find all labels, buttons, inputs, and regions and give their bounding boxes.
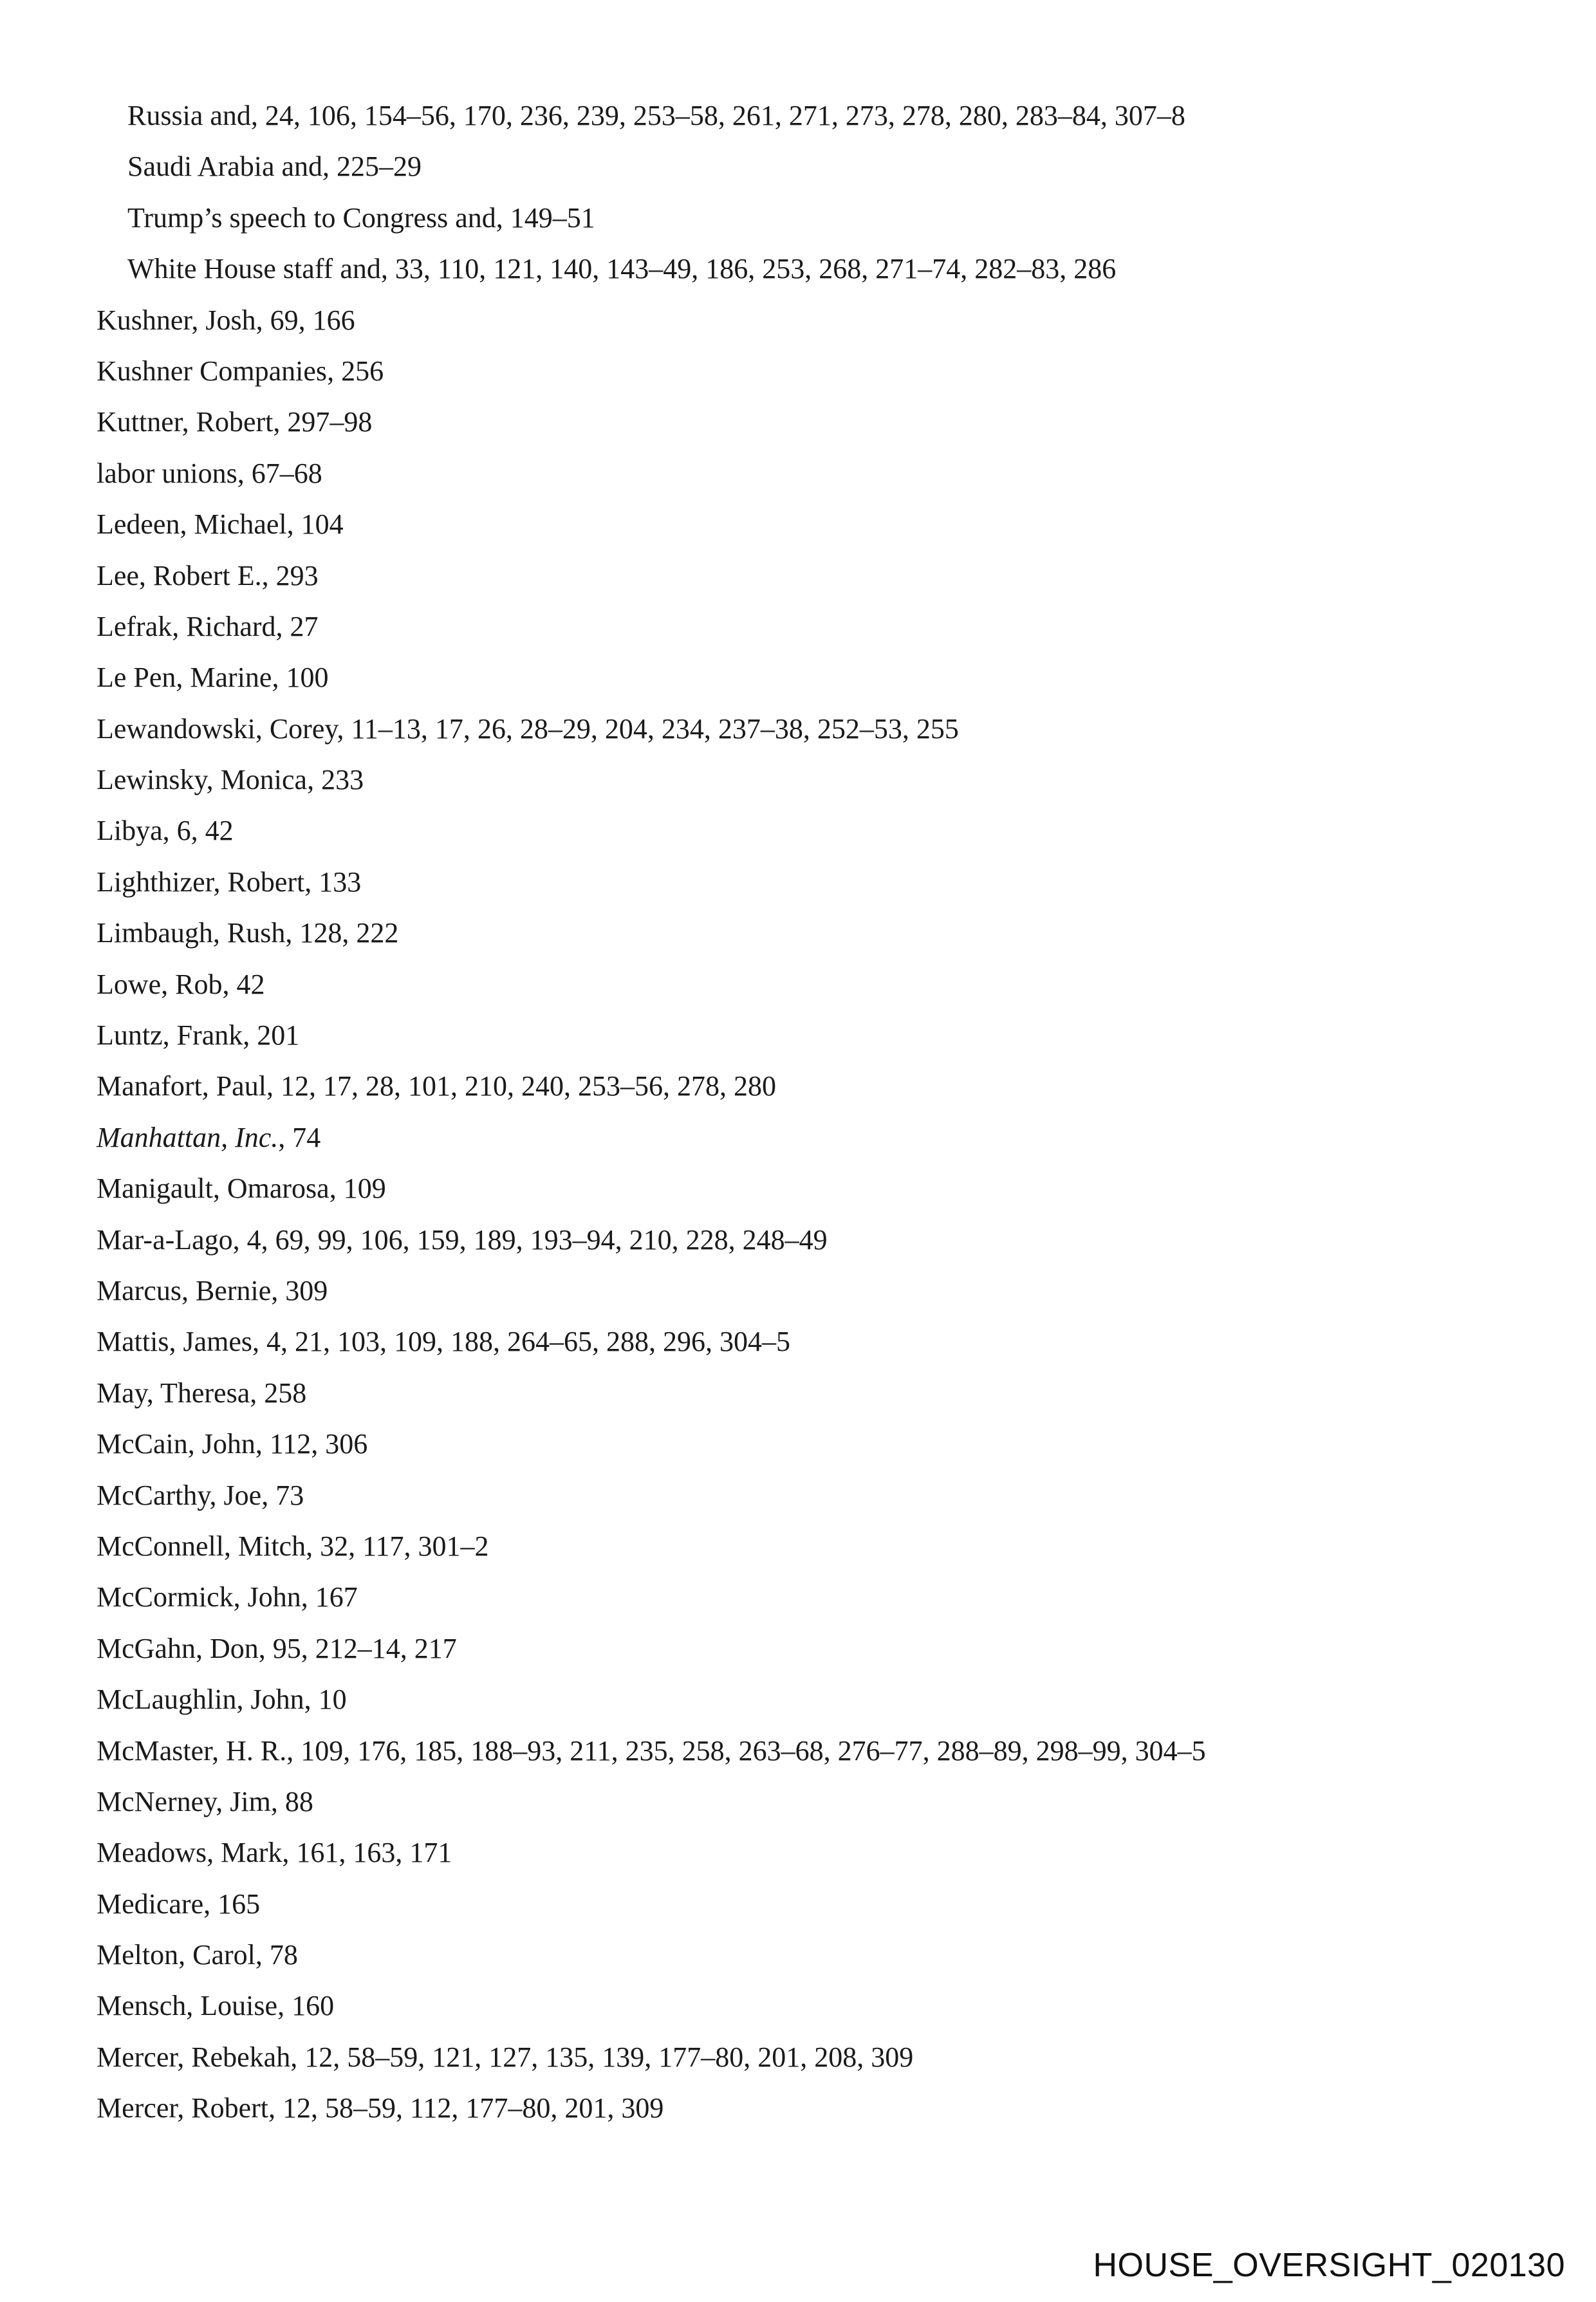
index-pages: 69, 166: [270, 304, 355, 336]
index-entry: [97, 1061, 1512, 1111]
index-separator: ,: [261, 559, 276, 591]
index-entry: [97, 1929, 1512, 1980]
index-separator: ,: [203, 1888, 218, 1920]
index-entry: [97, 346, 1512, 396]
index-separator: ,: [268, 2092, 283, 2124]
index-pages: 109: [343, 1173, 386, 1205]
index-pages: 10: [318, 1684, 347, 1716]
index-term: labor unions: [97, 457, 237, 489]
index-pages: 6, 42: [176, 815, 234, 847]
index-term: Le Pen, Marine: [97, 662, 272, 694]
index-entry: [97, 703, 1512, 754]
index-term: Lee, Robert E.: [97, 559, 262, 591]
index-separator: ,: [237, 457, 252, 489]
index-pages: 160: [292, 1990, 335, 2022]
index-term: Manigault, Omarosa: [97, 1173, 329, 1205]
index-term: Russia and: [127, 100, 251, 131]
index-pages: 12, 58–59, 121, 127, 135, 139, 177–80, 201, 208, 309: [304, 2041, 914, 2073]
index-term: Melton, Carol: [97, 1939, 255, 1971]
index-term: McMaster, H. R.: [97, 1734, 287, 1767]
index-separator: ,: [290, 2041, 305, 2073]
index-separator: ,: [278, 1121, 293, 1153]
index-separator: ,: [306, 1530, 320, 1562]
index-entry: [97, 652, 1512, 703]
index-pages: 11–13, 17, 26, 28–29, 204, 234, 237–38, 252–53, 255: [351, 712, 959, 745]
index-list: [97, 90, 1512, 2134]
index-term: Limbaugh, Rush: [97, 917, 286, 949]
index-separator: ,: [282, 1837, 297, 1869]
index-term: Kushner, Josh: [97, 304, 256, 336]
index-separator: ,: [304, 1684, 319, 1716]
index-pages: 88: [284, 1785, 313, 1817]
index-separator: ,: [266, 1070, 281, 1102]
index-entry: [97, 1470, 1512, 1521]
index-separator: ,: [232, 1223, 247, 1256]
index-separator: ,: [222, 968, 237, 1000]
index-term: Manhattan, Inc.: [97, 1121, 279, 1153]
index-pages: 109, 176, 185, 188–93, 211, 235, 258, 263–68, 276–77, 288–89, 298–99, 304–5: [301, 1734, 1206, 1767]
index-pages: 104: [301, 508, 344, 541]
index-pages: 128, 222: [299, 917, 399, 949]
index-pages: 293: [275, 559, 319, 591]
index-subentry: [97, 141, 1512, 192]
bates-number: HOUSE_OVERSIGHT_020130: [1093, 2247, 1565, 2284]
index-pages: 12, 17, 28, 101, 210, 240, 253–56, 278, 280: [280, 1070, 776, 1102]
index-separator: ,: [243, 1019, 257, 1052]
index-pages: 167: [315, 1581, 358, 1613]
index-entry: [97, 1572, 1512, 1622]
index-term: Kuttner, Robert: [97, 406, 274, 438]
index-entry: [97, 1112, 1512, 1163]
index-separator: ,: [261, 1479, 276, 1511]
index-term: May, Theresa: [97, 1377, 250, 1409]
index-term: Mercer, Robert: [97, 2092, 269, 2124]
index-separator: ,: [255, 304, 270, 336]
index-term: Mensch, Louise: [97, 1990, 278, 2022]
index-term: Libya: [97, 815, 163, 847]
index-term: Mattis, James: [97, 1326, 252, 1358]
index-separator: ,: [270, 1785, 285, 1817]
index-term: Mercer, Rebekah: [97, 2041, 291, 2073]
index-pages: 100: [286, 662, 329, 694]
index-entry: [97, 754, 1512, 805]
index-pages: 24, 106, 154–56, 170, 236, 239, 253–58, 261, 271, 273, 278, 280, 283–84, 307–8: [264, 100, 1185, 131]
index-entry: [97, 499, 1512, 550]
index-subentry: [97, 90, 1512, 141]
index-entry: [97, 2083, 1512, 2133]
index-entry: [97, 907, 1512, 958]
index-term: McConnell, Mitch: [97, 1530, 306, 1562]
index-separator: ,: [255, 1939, 270, 1971]
index-pages: 33, 110, 121, 140, 143–49, 186, 253, 268, 271–74, 282–83, 286: [394, 253, 1117, 285]
index-term: Trump’s speech to Congress and: [127, 201, 496, 234]
index-separator: ,: [272, 662, 286, 694]
index-term: Lewinsky, Monica: [97, 764, 308, 796]
index-pages: 73: [275, 1479, 304, 1511]
index-entry: [97, 1163, 1512, 1214]
index-term: Mar-a-Lago: [97, 1223, 233, 1256]
index-term: McGahn, Don: [97, 1632, 259, 1664]
index-entry: [97, 1776, 1512, 1827]
index-pages: 161, 163, 171: [296, 1837, 452, 1869]
index-pages: 149–51: [510, 201, 595, 234]
index-pages: 165: [218, 1888, 261, 1920]
index-entry: [97, 1674, 1512, 1725]
index-entry: [97, 857, 1512, 907]
index-pages: 112, 306: [269, 1428, 368, 1460]
index-pages: 256: [341, 355, 384, 387]
index-separator: ,: [496, 201, 510, 234]
index-separator: ,: [271, 1274, 286, 1306]
index-pages: 4, 69, 99, 106, 159, 189, 193–94, 210, 228, 248–49: [246, 1223, 828, 1256]
index-pages: 42: [236, 968, 265, 1000]
index-separator: ,: [380, 253, 395, 285]
index-pages: 67–68: [251, 457, 322, 489]
index-entry: [97, 295, 1512, 346]
index-entry: [97, 1265, 1512, 1316]
index-separator: ,: [285, 917, 300, 949]
index-term: White House staff and: [127, 253, 381, 285]
index-subentry: [97, 243, 1512, 294]
index-term: Ledeen, Michael: [97, 508, 287, 541]
index-pages: 133: [319, 866, 362, 898]
index-entry: [97, 601, 1512, 652]
index-term: Lighthizer, Robert: [97, 866, 305, 898]
index-entry: [97, 1010, 1512, 1061]
index-term: Manafort, Paul: [97, 1070, 266, 1102]
index-separator: ,: [322, 151, 337, 183]
index-pages: 233: [321, 764, 364, 796]
index-term: McNerney, Jim: [97, 1785, 271, 1817]
index-pages: 95, 212–14, 217: [272, 1632, 457, 1664]
index-separator: ,: [301, 1581, 315, 1613]
index-entry: [97, 1725, 1512, 1776]
index-pages: 297–98: [287, 406, 373, 438]
index-term: Medicare: [97, 1888, 204, 1920]
index-separator: ,: [252, 1326, 266, 1358]
index-entry: [97, 1879, 1512, 1929]
index-entry: [97, 448, 1512, 499]
index-pages: 225–29: [337, 151, 422, 183]
index-pages: 4, 21, 103, 109, 188, 264–65, 288, 296, 304–5: [266, 1326, 790, 1358]
index-separator: ,: [304, 866, 319, 898]
index-entry: [97, 1827, 1512, 1878]
index-pages: 12, 58–59, 112, 177–80, 201, 309: [283, 2092, 664, 2124]
index-subentry: [97, 192, 1512, 243]
index-term: McCain, John: [97, 1428, 255, 1460]
index-term: McCarthy, Joe: [97, 1479, 262, 1511]
index-separator: ,: [250, 100, 265, 131]
index-term: McLaughlin, John: [97, 1684, 304, 1716]
index-term: Lewandowski, Corey: [97, 712, 337, 745]
index-term: Luntz, Frank: [97, 1019, 243, 1052]
index-term: Kushner Companies: [97, 355, 328, 387]
index-separator: ,: [255, 1428, 270, 1460]
index-entry: [97, 2032, 1512, 2083]
index-entry: [97, 1521, 1512, 1572]
index-term: McCormick, John: [97, 1581, 301, 1613]
index-separator: ,: [337, 712, 351, 745]
index-entry: [97, 1980, 1512, 2031]
index-term: Saudi Arabia and: [127, 151, 323, 183]
index-pages: 258: [264, 1377, 307, 1409]
index-entry: [97, 1214, 1512, 1265]
index-separator: ,: [277, 1990, 292, 2022]
index-separator: ,: [286, 508, 301, 541]
index-pages: 201: [257, 1019, 300, 1052]
index-separator: ,: [307, 764, 322, 796]
index-term: Meadows, Mark: [97, 1837, 283, 1869]
index-entry: [97, 1368, 1512, 1418]
index-term: Marcus, Bernie: [97, 1274, 272, 1306]
index-entry: [97, 1316, 1512, 1367]
index-entry: [97, 959, 1512, 1010]
index-separator: ,: [327, 355, 342, 387]
index-pages: 32, 117, 301–2: [320, 1530, 489, 1562]
index-pages: 78: [269, 1939, 298, 1971]
index-separator: ,: [250, 1377, 264, 1409]
index-pages: 74: [292, 1121, 321, 1153]
index-entry: [97, 1623, 1512, 1674]
index-separator: ,: [273, 406, 288, 438]
index-entry: [97, 805, 1512, 856]
index-term: Lowe, Rob: [97, 968, 223, 1000]
index-separator: ,: [329, 1173, 344, 1205]
index-separator: ,: [162, 815, 177, 847]
index-pages: 27: [290, 610, 319, 642]
index-entry: [97, 396, 1512, 447]
index-entry: [97, 1418, 1512, 1469]
index-pages: 309: [285, 1274, 328, 1306]
index-entry: [97, 550, 1512, 601]
index-term: Lefrak, Richard: [97, 610, 276, 642]
index-separator: ,: [286, 1734, 301, 1767]
index-separator: ,: [258, 1632, 273, 1664]
index-separator: ,: [275, 610, 290, 642]
